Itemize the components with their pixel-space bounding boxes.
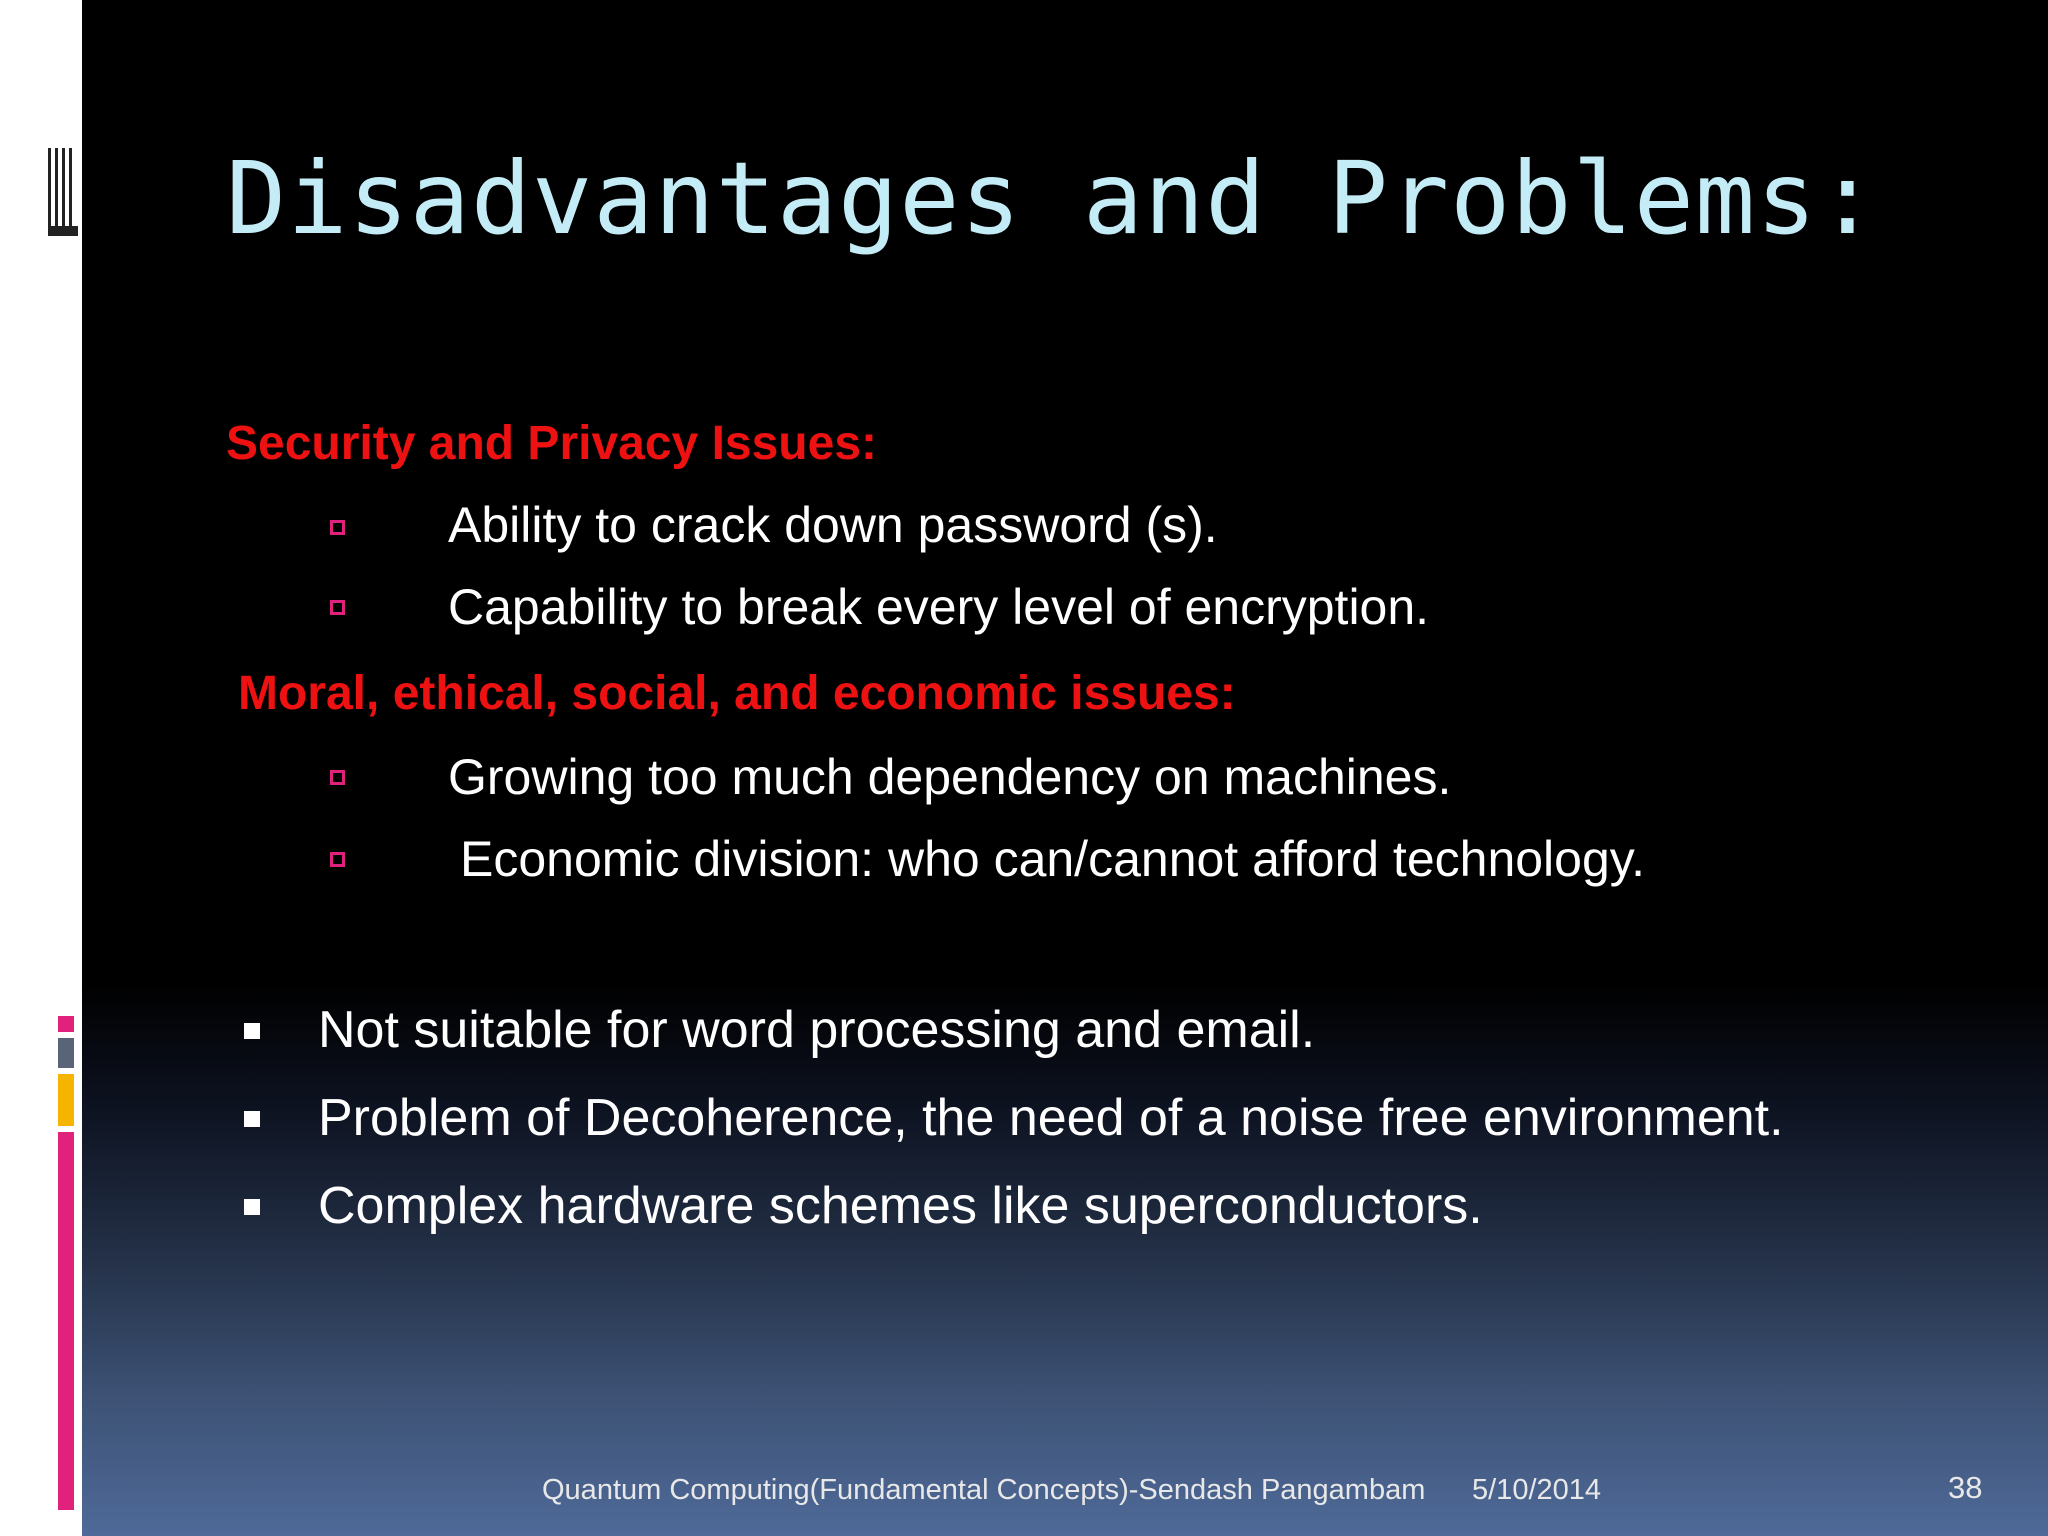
sub-bullet-icon	[330, 770, 345, 785]
bullet-item: Not suitable for word processing and email.	[318, 1001, 1316, 1059]
gray-marker	[58, 1038, 74, 1068]
bullet-item: Problem of Decoherence, the need of a noise free environment.	[318, 1089, 1784, 1147]
footer-date: 5/10/2014	[1472, 1474, 1602, 1506]
square-bullet-icon	[244, 1023, 260, 1039]
list-item: Ability to crack down password (s).	[448, 497, 1218, 553]
square-bullet-icon	[244, 1199, 260, 1215]
list-item: Capability to break every level of encryption.	[448, 579, 1430, 635]
list-item: Economic division: who can/cannot afford technology.	[460, 831, 1645, 887]
slide-title: Disadvantages and Problems:	[226, 140, 1879, 257]
sub-bullet-icon	[330, 520, 345, 535]
section-heading-security: Security and Privacy Issues:	[226, 417, 877, 470]
footer-text: Quantum Computing(Fundamental Concepts)-Sendash Pangambam	[542, 1474, 1426, 1506]
sub-bullet-icon	[330, 600, 345, 615]
square-bullet-icon	[244, 1111, 260, 1127]
pink-marker-small	[58, 1016, 74, 1032]
bullet-item: Complex hardware schemes like superconductors.	[318, 1177, 1483, 1235]
section-heading-moral: Moral, ethical, social, and economic issues:	[238, 667, 1236, 720]
pink-bar	[58, 1132, 74, 1510]
sub-bullet-icon	[330, 852, 345, 867]
page-number: 38	[1948, 1470, 1983, 1505]
grid-ornament	[48, 148, 78, 236]
list-item: Growing too much dependency on machines.	[448, 749, 1452, 805]
gold-marker	[58, 1074, 74, 1126]
